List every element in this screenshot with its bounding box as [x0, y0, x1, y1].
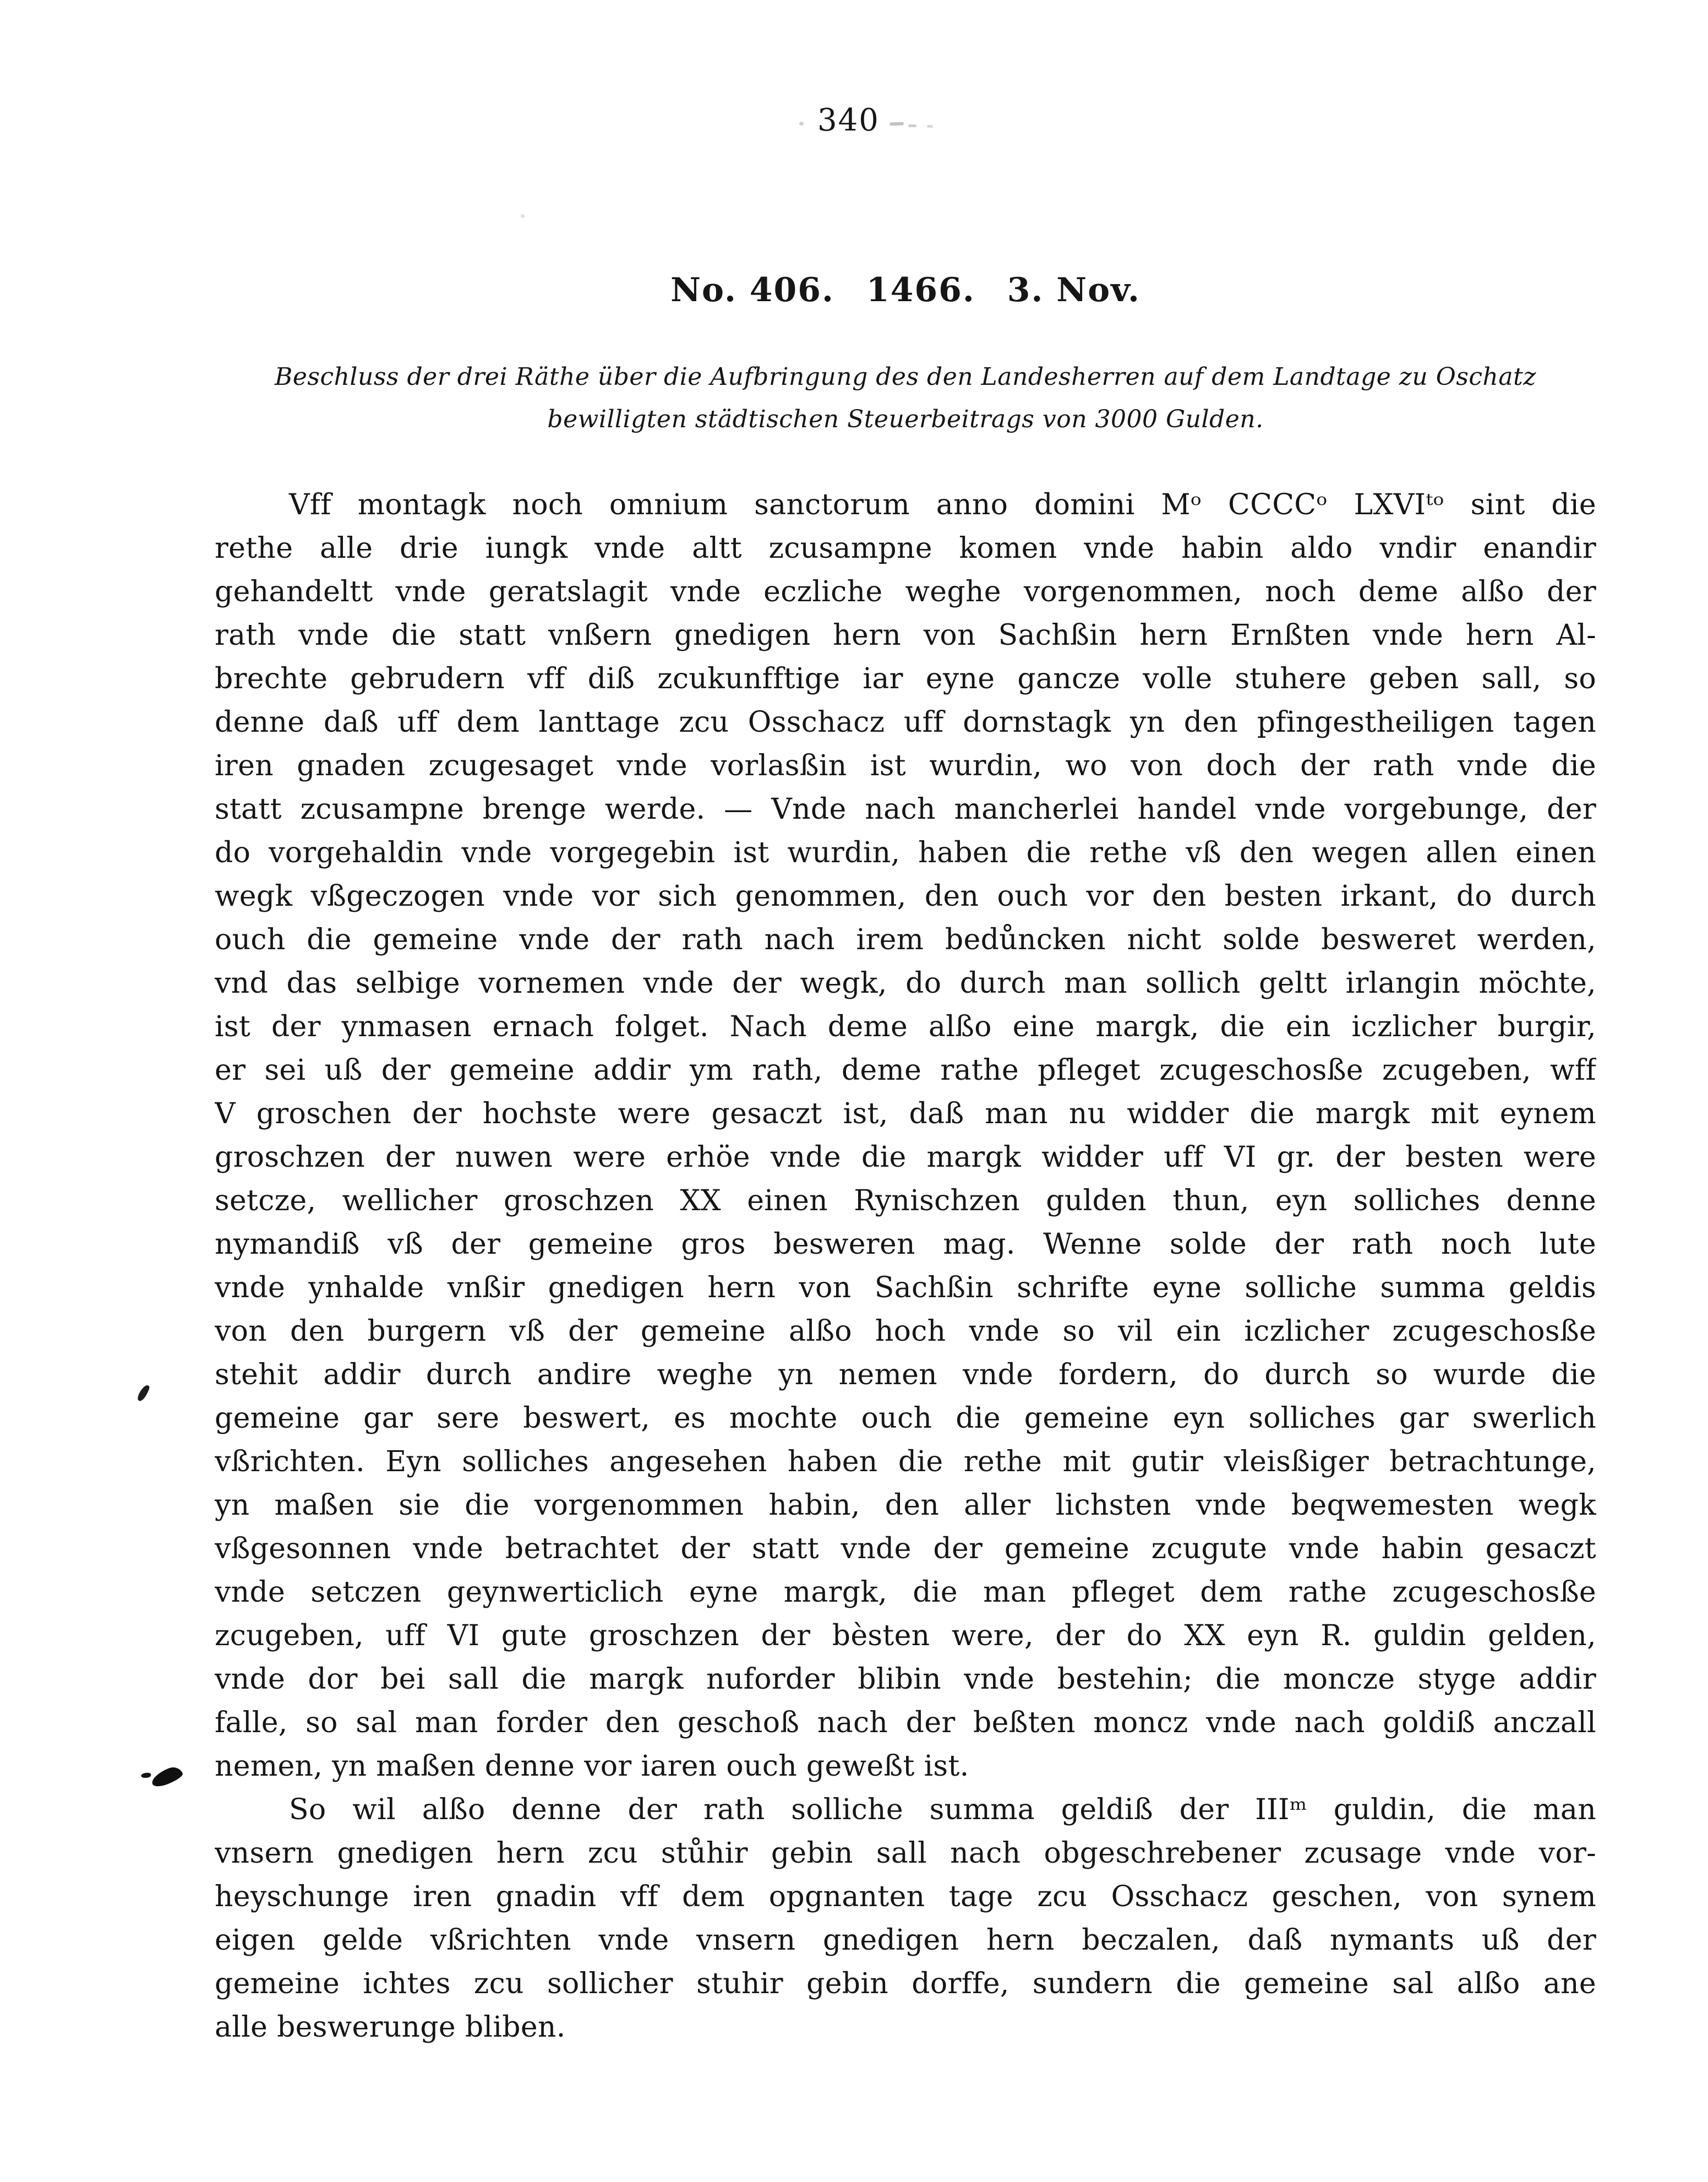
text-line: statt zcusampne brenge werde. — Vnde nach mancherlei handel vnde vorgebunge, der	[215, 793, 1596, 826]
document-heading	[215, 271, 1596, 309]
text-line: yn maßen sie die vorgenommen habin, den aller lichsten vnde beqwemesten wegk	[215, 1489, 1596, 1522]
text-line: do vorgehaldin vnde vorgegebin ist wurdin, haben die rethe vß den wegen allen einen	[215, 836, 1596, 869]
text-line: zcugeben, uff VI gute groschzen der bèsten were, der do XX eyn R. guldin gelden,	[215, 1619, 1596, 1652]
text-line: vßgesonnen vnde betrachtet der statt vnde der gemeine zcugute vnde habin gesaczt	[215, 1532, 1596, 1565]
text-line: setcze, wellicher groschzen XX einen Rynischzen gulden thun, eyn solliches denne	[215, 1184, 1596, 1217]
text-line: gehandeltt vnde geratslagit vnde eczliche weghe vorgenommen, noch deme alßo der	[215, 575, 1596, 608]
document-body	[215, 483, 1596, 2049]
text-line: vnde setczen geynwerticlich eyne margk, die man pfleget dem rathe zcugeschosße	[215, 1576, 1596, 1609]
text-line: ouch die gemeine vnde der rath nach irem bedůncken nicht solde besweret werden,	[215, 923, 1596, 956]
text-line: von den burgern vß der gemeine alßo hoch vnde so vil ein iczlicher zcugeschosße	[215, 1315, 1596, 1348]
text-line: rath vnde die statt vnßern gnedigen hern von Sachßin hern Ernßten vnde hern Al-	[215, 619, 1596, 652]
document-year: 1466.	[866, 271, 975, 309]
text-line: stehit addir durch andire weghe yn nemen vnde fordern, do durch so wurde die	[215, 1358, 1596, 1391]
text-line: alle beswerunge bliben.	[215, 2011, 566, 2044]
text-line: er sei uß der gemeine addir ym rath, deme rathe pfleget zcugeschosße zcugeben, wff	[215, 1054, 1596, 1087]
text-line: Vff montagk noch omnium sanctorum anno domini Mᵒ CCCCᵒ LXVIᵗᵒ sint die	[289, 488, 1596, 521]
text-line: So wil alßo denne der rath solliche summa geldiß der IIIᵐ guldin, die man	[289, 1793, 1596, 1826]
text-line: falle, so sal man forder den geschoß nach der beßten moncz vnde nach goldiß anczall	[215, 1706, 1596, 1739]
document-number: No. 406.	[670, 271, 834, 309]
text-line: gemeine ichtes zcu sollicher stuhir gebin dorffe, sundern die gemeine sal alßo ane	[215, 1967, 1596, 2000]
text-line: V groschen der hochste were gesaczt ist, daß man nu widder die margk mit eynem	[215, 1097, 1596, 1130]
text-line: iren gnaden zcugesaget vnde vorlasßin ist wurdin, wo von doch der rath vnde die	[215, 749, 1596, 782]
text-line: groschzen der nuwen were erhöe vnde die margk widder uff VI gr. der besten were	[215, 1141, 1596, 1174]
scan-speck	[521, 214, 525, 218]
text-line: nymandiß vß der gemeine gros besweren mag. Wenne solde der rath noch lute	[215, 1228, 1596, 1261]
text-line: rethe alle drie iungk vnde altt zcusampne komen vnde habin aldo vndir enandir	[215, 532, 1596, 565]
text-line: vßrichten. Eyn solliches angesehen haben die rethe mit gutir vleisßiger betrachtunge,	[215, 1445, 1596, 1478]
text-line: brechte gebrudern vff diß zcukunfftige iar eyne gancze volle stuhere geben sall, so	[215, 662, 1596, 695]
paragraph	[215, 1788, 1596, 2049]
document-date: 3. Nov.	[1007, 271, 1141, 309]
subtitle-line: Beschluss der drei Räthe über die Aufbringung des den Landesherren auf dem Landtage zu Oschatz	[275, 363, 1536, 391]
document-subtitle	[215, 356, 1596, 440]
text-line: ist der ynmasen ernach folget. Nach deme alßo eine margk, die ein iczlicher burgir,	[215, 1010, 1596, 1043]
text-line: gemeine gar sere beswert, es mochte ouch die gemeine eyn solliches gar swerlich	[215, 1402, 1596, 1435]
text-line: vnde dor bei sall die margk nuforder blibin vnde bestehin; die moncze styge addir	[215, 1663, 1596, 1696]
subtitle-line: bewilligten städtischen Steuerbeitrags von 3000 Gulden.	[547, 405, 1264, 433]
paragraph	[215, 483, 1596, 1788]
text-line: heyschunge iren gnadin vff dem opgnanten tage zcu Osschacz geschen, von synem	[215, 1880, 1596, 1913]
text-line: wegk vßgeczogen vnde vor sich genommen, den ouch vor den besten irkant, do durch	[215, 880, 1596, 913]
text-line: nemen, yn maßen denne vor iaren ouch geweßt ist.	[215, 1750, 969, 1783]
page-number: 340	[817, 102, 880, 138]
text-line: vnsern gnedigen hern zcu stůhir gebin sall nach obgeschrebener zcusage vnde vor-	[215, 1837, 1596, 1870]
text-line: eigen gelde vßrichten vnde vnsern gnedigen hern beczalen, daß nymants uß der	[215, 1924, 1596, 1957]
text-line: vnd das selbige vornemen vnde der wegk, do durch man sollich geltt irlangin möchte,	[215, 967, 1596, 1000]
text-line: vnde ynhalde vnßir gnedigen hern von Sachßin schrifte eyne solliche summa geldis	[215, 1271, 1596, 1304]
text-line: denne daß uff dem lanttage zcu Osschacz uff dornstagk yn den pfingestheiligen tagen	[215, 706, 1596, 739]
ink-blot	[149, 1764, 184, 1789]
margin-tick-mark	[137, 1384, 151, 1402]
